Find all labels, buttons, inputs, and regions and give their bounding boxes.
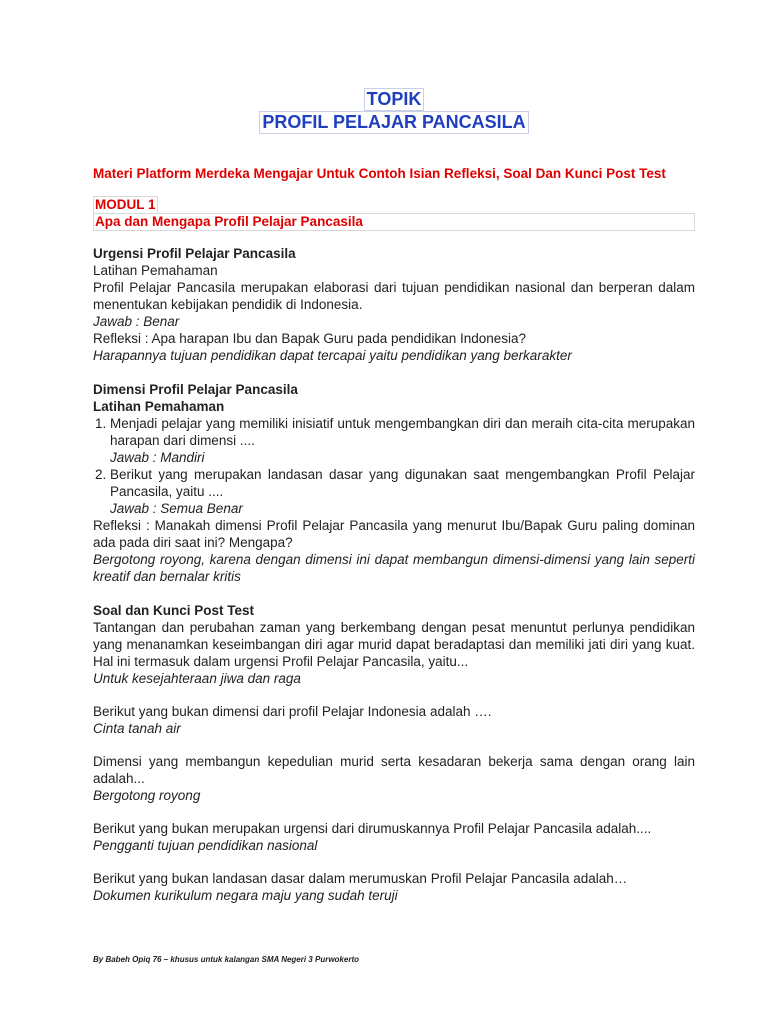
question-text: Berikut yang bukan merupakan urgensi dari dirumuskannya Profil Pelajar Pancasila adalah.... (93, 821, 652, 836)
document-title: PROFIL PELAJAR PANCASILA (259, 111, 528, 134)
answer: Jawab : Benar (93, 314, 180, 329)
topic-label: TOPIK (364, 88, 425, 111)
list-item (110, 466, 695, 517)
question-text: Berikut yang bukan landasan dasar dalam merumuskan Profil Pelajar Pancasila adalah… (93, 871, 628, 886)
question-text: Tantangan dan perubahan zaman yang berkembang dengan pesat menuntut perlunya pendidikan yang menanamkan keseimbangan diri agar murid dapat beradaptasi dan memiliki jati diri yang kuat. Hal ini termasuk dalam urgensi Profil Pelajar Pancasila, yaitu... (93, 620, 695, 669)
statement: Profil Pelajar Pancasila merupakan elaborasi dari tujuan pendidikan nasional dan berperan dalam menentukan kebijakan pendidik di Indonesia. (93, 280, 695, 312)
title-block (93, 86, 695, 134)
answer: Pengganti tujuan pendidikan nasional (93, 838, 318, 853)
post-test-item (93, 820, 695, 854)
reflection: Refleksi : Manakah dimensi Profil Pelajar Pancasila yang menurut Ibu/Bapak Guru paling dominan ada pada diri saat ini? Mengapa? (93, 518, 695, 550)
reflection-answer: Bergotong royong, karena dengan dimensi ini dapat membangun dimensi-dimensi yang lain seperti kreatif dan bernalar kritis (93, 552, 695, 584)
section-title: Urgensi Profil Pelajar Pancasila (93, 246, 296, 261)
question-text: Berikut yang bukan dimensi dari profil Pelajar Indonesia adalah …. (93, 704, 492, 719)
question-text: Dimensi yang membangun kepedulian murid serta kesadaran bekerja sama dengan orang lain adalah... (93, 754, 695, 786)
list-item (110, 415, 695, 466)
material-heading: Materi Platform Merdeka Mengajar Untuk Contoh Isian Refleksi, Soal Dan Kunci Post Test (93, 166, 666, 181)
section-subtitle: Latihan Pemahaman (93, 263, 218, 278)
section-post-test (93, 602, 695, 904)
page-footer: By Babeh Opiq 76 – khusus untuk kalangan SMA Negeri 3 Purwokerto (93, 955, 359, 964)
document-page (93, 86, 695, 904)
section-subtitle: Latihan Pemahaman (93, 399, 225, 414)
section-urgensi (93, 245, 695, 364)
post-test-item (93, 703, 695, 737)
answer: Jawab : Semua Benar (110, 501, 243, 516)
reflection: Refleksi : Apa harapan Ibu dan Bapak Guru pada pendidikan Indonesia? (93, 331, 527, 346)
section-dimensi (93, 381, 695, 585)
answer: Jawab : Mandiri (110, 450, 205, 465)
modul-block (93, 182, 695, 231)
question-text: Menjadi pelajar yang memiliki inisiatif untuk mengembangkan diri dan meraih cita-cita merupakan harapan dari dimensi .... (110, 416, 695, 448)
post-test-item (93, 619, 695, 687)
modul-subtitle: Apa dan Mengapa Profil Pelajar Pancasila (93, 213, 695, 231)
section-title: Soal dan Kunci Post Test (93, 603, 255, 618)
reflection-answer: Harapannya tujuan pendidikan dapat tercapai yaitu pendidikan yang berkarakter (93, 348, 572, 363)
post-test-item (93, 753, 695, 804)
modul-label: MODUL 1 (95, 197, 156, 212)
answer: Dokumen kurikulum negara maju yang sudah teruji (93, 888, 398, 903)
answer: Bergotong royong (93, 788, 201, 803)
post-test-item (93, 870, 695, 904)
exercise-list (93, 415, 695, 517)
section-title: Dimensi Profil Pelajar Pancasila (93, 382, 298, 397)
question-text: Berikut yang merupakan landasan dasar yang digunakan saat mengembangkan Profil Pelajar Pancasila, yaitu .... (110, 467, 695, 499)
answer: Cinta tanah air (93, 721, 181, 736)
answer: Untuk kesejahteraan jiwa dan raga (93, 671, 301, 686)
